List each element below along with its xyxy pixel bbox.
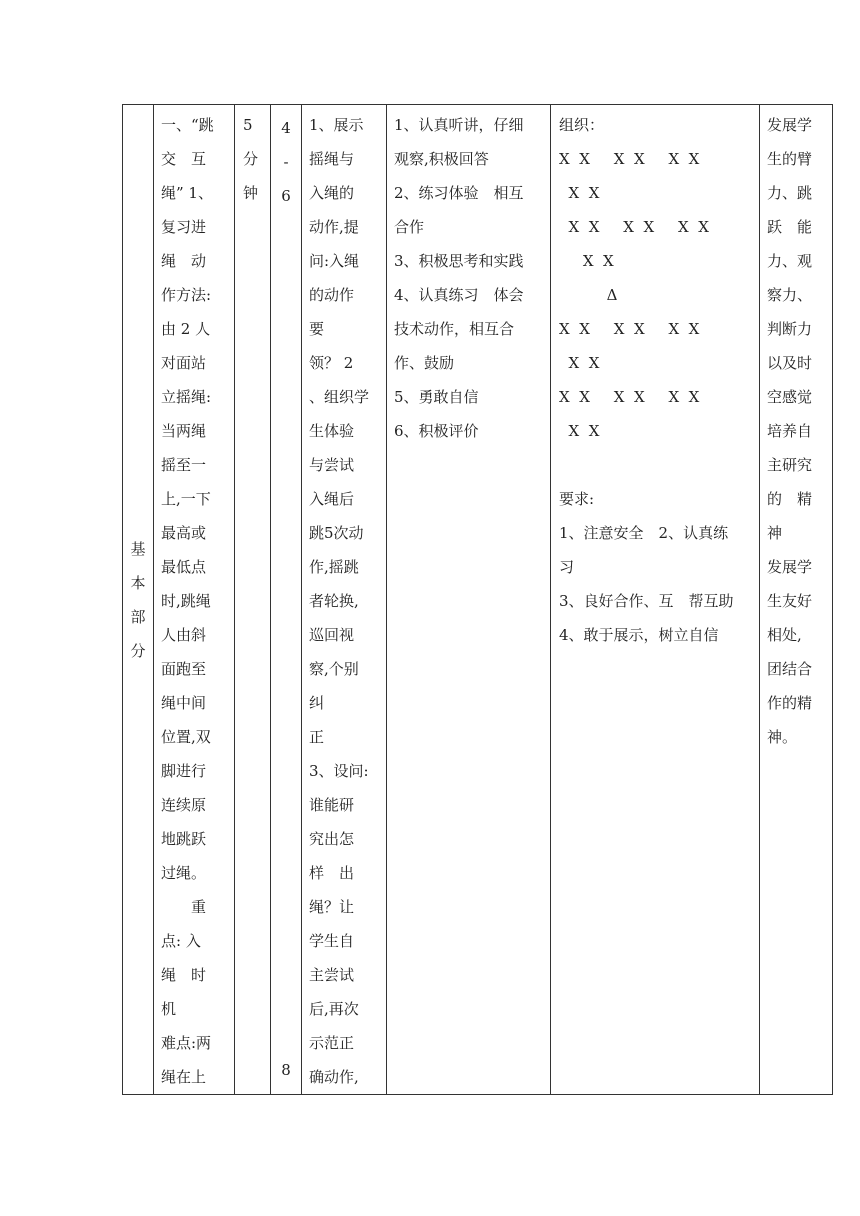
content-cell [154,105,235,1095]
section-cell [123,105,154,1095]
duration: 5 分 钟 [243,116,259,202]
times-cell [271,105,302,1095]
goals: 发展学 生的臂 力、跳 跃 能 力、观 察力、 判断力 以及时 空感觉 培养自 主研究 的 精 神 发展学 生友好 相处, 团结合 作的精 神。 [767,116,813,746]
times-bottom: 8 [281,1061,291,1079]
teaching-content: 一、“跳 交 互 绳” 1、 复习进 绳 动 作方法: 由 2 人 对面站 立摇绳: 当两绳 摇至一 上,一下 最高或 最低点 时,跳绳 人由斜 面跑至 绳中间 位置,双 脚进行 连续原 地跳跃 过绳。 重 点: 入 绳 时 机 难点:两 绳在上 [161,116,214,1086]
organization: 组织： X X X X X X X X X X X X X X X X Δ X X X X X X X X X X X X X X X X 要求: 1、注意安全 2、认真练 习 3、良好合作、互 帮互助 4、敢于展示，树立自信 [559,116,734,644]
teacher-activity-cell [302,105,387,1095]
organization-cell [551,105,760,1095]
times-top: 4 - 6 [281,119,291,205]
duration-cell [235,105,271,1095]
goals-cell [760,105,833,1095]
teacher-activity: 1、展示 摇绳与 入绳的 动作,提 问:入绳 的动作 要 领？ 2 、组织学 生体验 与尝试 入绳后 跳5次动 作,摇跳 者轮换, 巡回视 察,个别 纠 正 3、设问: 谁能研 究出怎 样 出 绳？让 学生自 主尝试 后,再次 示范正 确动作, [309,116,370,1086]
table-row [123,105,833,1095]
section-label: 基 本 部 分 [130,539,146,660]
student-activity-cell [387,105,551,1095]
student-activity: 1、认真听讲，仔细 观察,积极回答 2、练习体验 相互 合作 3、积极思考和实践 4、认真练习 体会 技术动作，相互合 作、鼓励 5、勇敢自信 6、积极评价 [394,116,524,440]
lesson-plan-table [122,104,833,1095]
